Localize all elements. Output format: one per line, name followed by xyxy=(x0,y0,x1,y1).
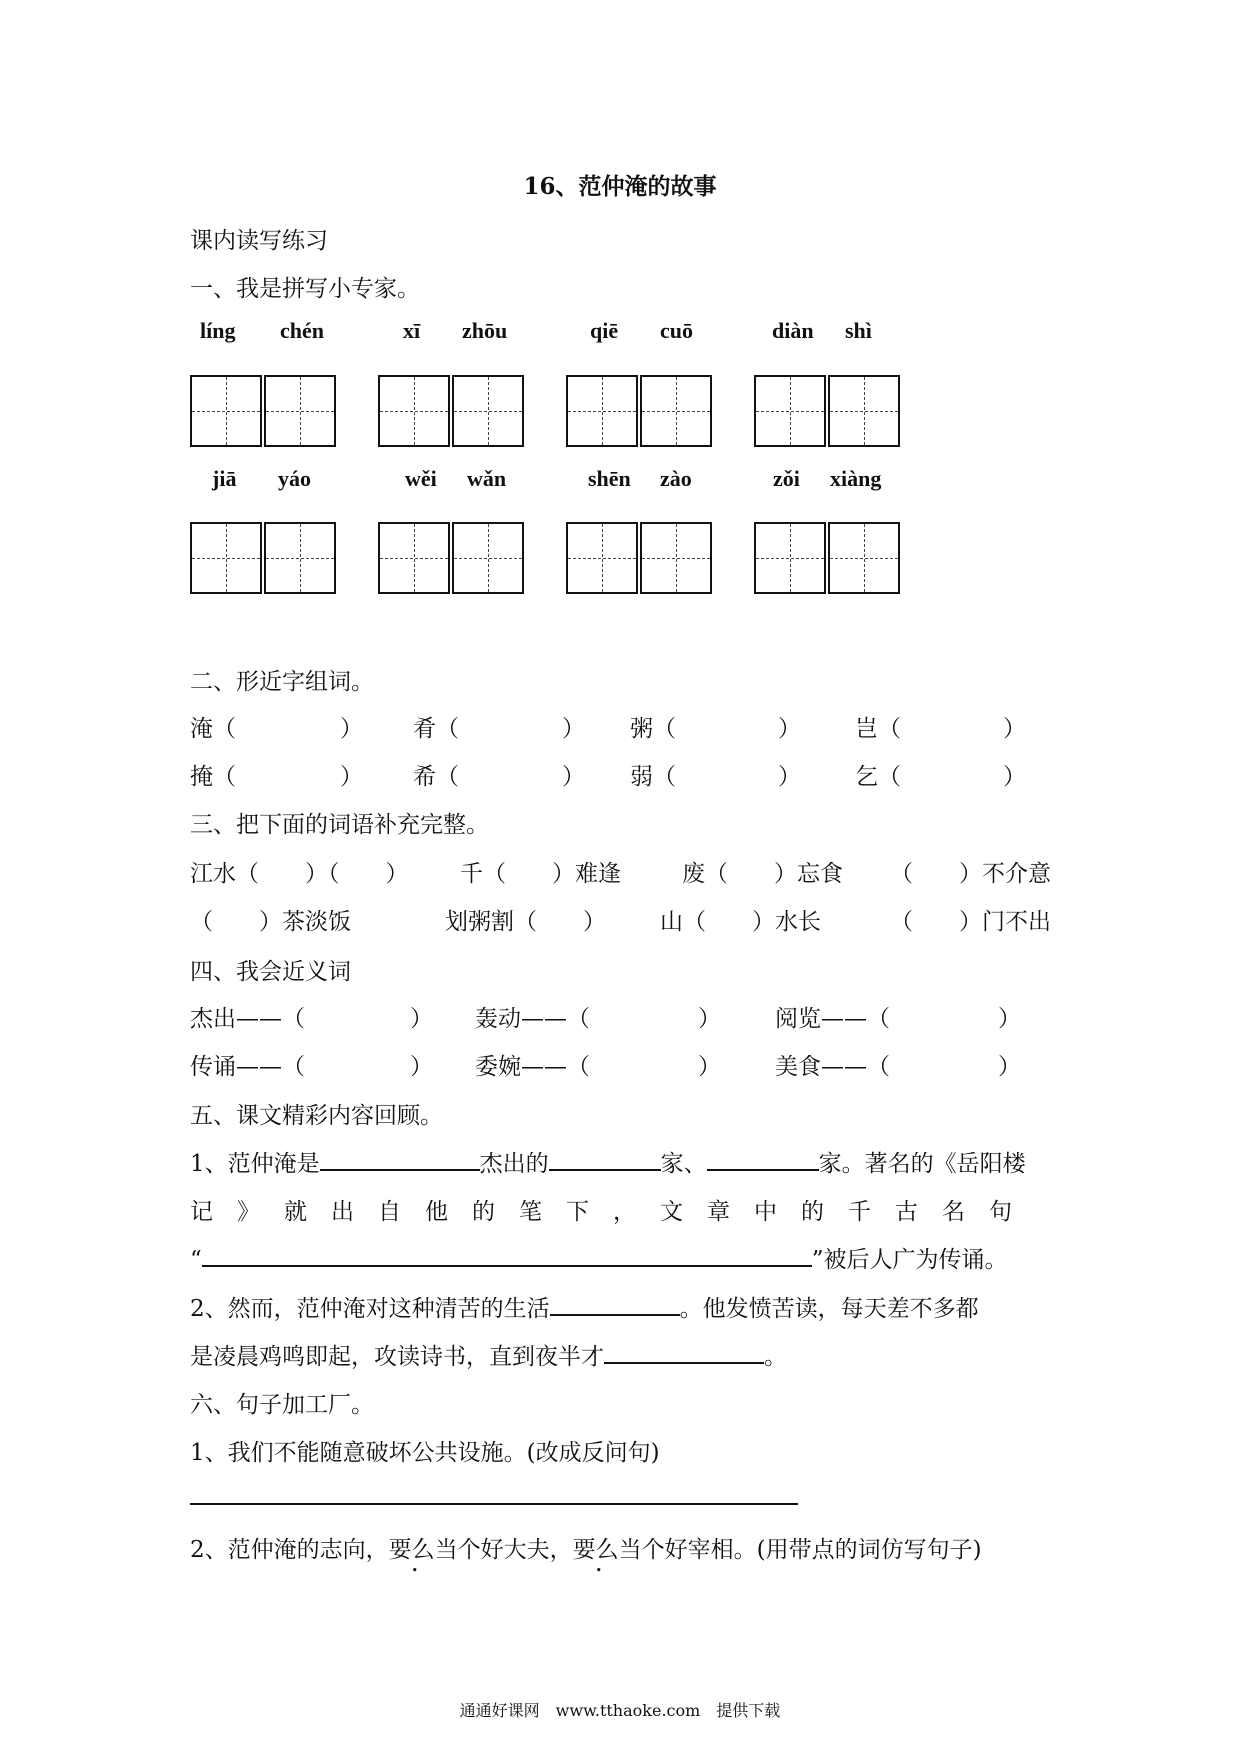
pinyin-label: qiē xyxy=(590,318,619,343)
idiom-item: 划粥割（ ） xyxy=(445,909,606,935)
review-text: “ xyxy=(190,1247,202,1273)
sentence-text: 2、范仲淹的志向， xyxy=(190,1537,389,1563)
answer-blank[interactable] xyxy=(550,1314,680,1316)
review-q1-line3 xyxy=(190,1241,1008,1274)
synonym-item: 美食——（ xyxy=(775,1054,890,1080)
pinyin-label: wǎn xyxy=(467,466,507,491)
writing-box[interactable] xyxy=(264,522,336,594)
pinyin-label: zǒi xyxy=(773,466,800,491)
pinyin-label: xī xyxy=(403,318,421,343)
review-q1-line2: 记》就出自他的笔下，文章中的千古名句 xyxy=(190,1199,1036,1225)
sentence-q1: 1、我们不能随意破坏公共设施。(改成反问句) xyxy=(190,1440,660,1466)
review-text: 。他发愤苦读，每天差不多都 xyxy=(679,1296,979,1322)
synonym-item: 阅览——（ xyxy=(775,1006,890,1032)
writing-box[interactable] xyxy=(640,375,712,447)
section1-heading: 一、我是拼写小专家。 xyxy=(190,276,420,302)
section6-heading: 六、句子加工厂。 xyxy=(190,1392,374,1418)
synonym-close: ） xyxy=(998,1006,1021,1032)
idiom-item: （ ）门不出 xyxy=(890,909,1051,935)
writing-box[interactable] xyxy=(566,522,638,594)
pinyin-label: xiàng xyxy=(830,466,882,491)
word-group-item: 淹（ xyxy=(190,716,236,742)
answer-blank[interactable] xyxy=(604,1362,764,1364)
writing-box[interactable] xyxy=(566,375,638,447)
writing-box[interactable] xyxy=(378,522,450,594)
review-text: 2、然而，范仲淹对这种清苦的生活 xyxy=(190,1296,550,1322)
writing-box[interactable] xyxy=(190,375,262,447)
footer-credit: 通通好课网 www.tthaoke.com 提供下载 xyxy=(459,1701,781,1720)
pinyin-label: jiā xyxy=(212,466,237,491)
review-text: ”被后人广为传诵。 xyxy=(811,1247,1008,1273)
answer-blank[interactable] xyxy=(202,1265,812,1267)
idiom-item: 千（ ）难逢 xyxy=(460,861,621,887)
sentence-q2 xyxy=(190,1531,982,1564)
word-group-item: 肴（ xyxy=(413,716,459,742)
idiom-item: （ ）不介意 xyxy=(890,861,1051,887)
section2-heading: 二、形近字组词。 xyxy=(190,669,374,695)
writing-box[interactable] xyxy=(264,375,336,447)
pinyin-label: zhōu xyxy=(462,318,508,343)
writing-box[interactable] xyxy=(378,375,450,447)
review-text: 1、范仲淹是 xyxy=(190,1151,320,1177)
word-group-close: ） xyxy=(778,716,801,742)
word-group-item: 弱（ xyxy=(630,764,676,790)
writing-box[interactable] xyxy=(754,375,826,447)
pinyin-label: shēn xyxy=(588,466,631,491)
word-group-item: 岂（ xyxy=(855,716,901,742)
sentence-text: 当个好大夫， xyxy=(434,1537,573,1563)
pinyin-label: yáo xyxy=(278,466,311,491)
pinyin-label: cuō xyxy=(660,318,693,343)
word-group-item: 乞（ xyxy=(855,764,901,790)
review-text: 杰出的 xyxy=(479,1151,549,1177)
idiom-item: 废（ ）忘食 xyxy=(682,861,843,887)
answer-blank[interactable] xyxy=(707,1169,819,1171)
word-group-item: 掩（ xyxy=(190,764,236,790)
dotted-word: 要么 xyxy=(572,1537,619,1563)
synonym-close: ） xyxy=(998,1054,1021,1080)
writing-box[interactable] xyxy=(754,522,826,594)
word-group-close: ） xyxy=(340,764,363,790)
word-group-close: ） xyxy=(778,764,801,790)
answer-line[interactable] xyxy=(190,1503,798,1505)
answer-blank[interactable] xyxy=(549,1169,661,1171)
writing-box[interactable] xyxy=(640,522,712,594)
writing-box[interactable] xyxy=(452,375,524,447)
review-q2-line2 xyxy=(190,1338,787,1371)
idiom-item: 山（ ）水长 xyxy=(660,909,821,935)
word-group-item: 希（ xyxy=(413,764,459,790)
section5-heading: 五、课文精彩内容回顾。 xyxy=(190,1103,443,1129)
synonym-item: 轰动——（ xyxy=(475,1006,590,1032)
word-group-close: ） xyxy=(562,716,585,742)
synonym-close: ） xyxy=(698,1006,721,1032)
review-q2-line1 xyxy=(190,1290,979,1323)
review-q1-line1 xyxy=(190,1145,1026,1178)
synonym-item: 委婉——（ xyxy=(475,1054,590,1080)
word-group-close: ） xyxy=(1003,764,1026,790)
writing-box[interactable] xyxy=(828,375,900,447)
subtitle: 课内读写练习 xyxy=(190,228,328,254)
sentence-text: 当个好宰相。(用带点的词仿写句子) xyxy=(618,1537,982,1563)
pinyin-label: chén xyxy=(280,318,324,343)
idiom-item: （ ）茶淡饭 xyxy=(190,909,351,935)
writing-box[interactable] xyxy=(452,522,524,594)
pinyin-label: diàn xyxy=(772,318,814,343)
section4-heading: 四、我会近义词 xyxy=(190,959,351,985)
page-title: 16、范仲淹的故事 xyxy=(523,173,717,200)
word-group-close: ） xyxy=(1003,716,1026,742)
pinyin-label: líng xyxy=(200,318,236,343)
pinyin-label: zào xyxy=(660,466,692,491)
synonym-item: 传诵——（ xyxy=(190,1054,305,1080)
section3-heading: 三、把下面的词语补充完整。 xyxy=(190,812,489,838)
answer-blank[interactable] xyxy=(320,1169,480,1171)
pinyin-label: shì xyxy=(845,318,872,343)
synonym-close: ） xyxy=(698,1054,721,1080)
word-group-close: ） xyxy=(340,716,363,742)
synonym-close: ） xyxy=(410,1054,433,1080)
writing-box[interactable] xyxy=(190,522,262,594)
review-text: 。 xyxy=(764,1344,787,1370)
synonym-item: 杰出——（ xyxy=(190,1006,305,1032)
pinyin-label: wěi xyxy=(405,466,437,491)
word-group-item: 粥（ xyxy=(630,716,676,742)
review-text: 家、 xyxy=(660,1151,707,1177)
writing-box[interactable] xyxy=(828,522,900,594)
synonym-close: ） xyxy=(410,1006,433,1032)
idiom-item: 江水（ ）（ ） xyxy=(190,861,409,887)
review-text: 是凌晨鸡鸣即起，攻读诗书，直到夜半才 xyxy=(190,1344,604,1370)
dotted-word: 要么 xyxy=(388,1537,435,1563)
review-text: 家。著名的《岳阳楼 xyxy=(818,1151,1026,1177)
word-group-close: ） xyxy=(562,764,585,790)
